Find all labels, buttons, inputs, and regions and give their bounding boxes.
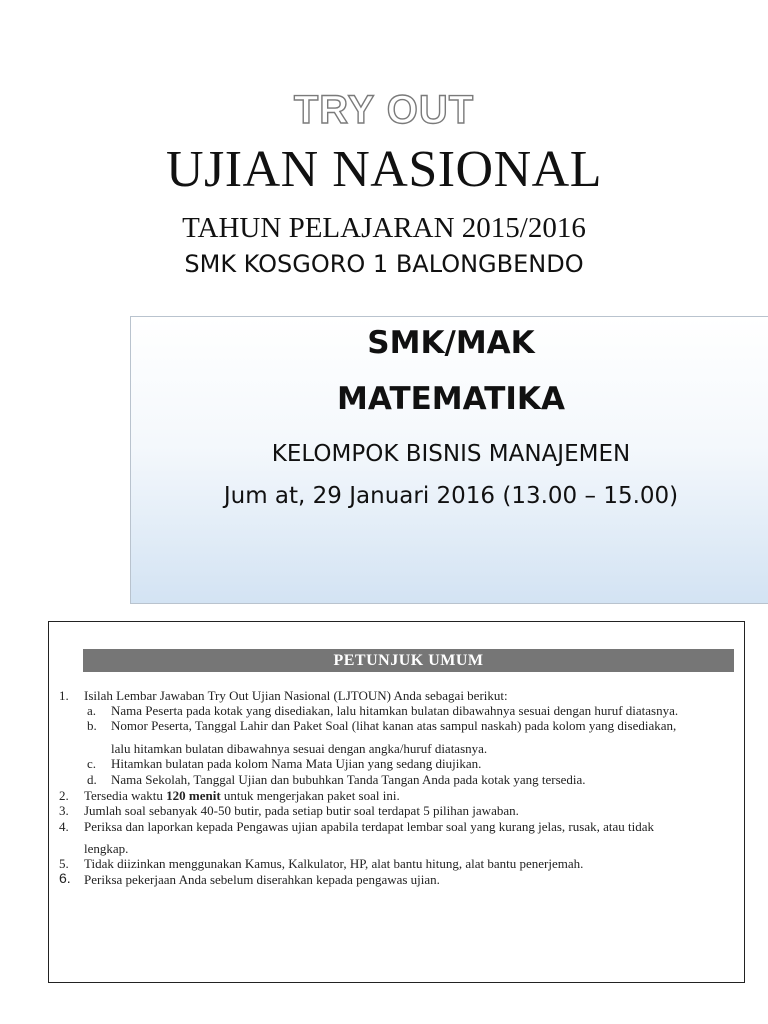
subitem-letter: c. bbox=[87, 756, 97, 771]
item-text: Jumlah soal sebanyak 40-50 butir, pada setiap butir soal terdapat 5 pilihan jawaban. bbox=[84, 803, 519, 818]
subitem-continuation: lalu hitamkan bulatan dibawahnya sesuai dengan angka/huruf diatasnya. bbox=[111, 741, 488, 756]
item-number: 2. bbox=[59, 788, 69, 803]
academic-year: TAHUN PELAJARAN 2015/2016 bbox=[182, 212, 586, 244]
item-continuation: lengkap. bbox=[84, 841, 129, 856]
subitem-text: Nama Sekolah, Tanggal Ujian dan bubuhkan Tanda Tangan Anda pada kotak yang tersedia. bbox=[111, 772, 586, 787]
subject-name: MATEMATIKA bbox=[337, 381, 565, 417]
instructions-heading: PETUNJUK UMUM bbox=[83, 649, 734, 672]
subitem-text: Nomor Peserta, Tanggal Lahir dan Paket Soal (lihat kanan atas sampul naskah) pada kolom yang disediakan, bbox=[111, 718, 677, 733]
subject-panel bbox=[130, 316, 768, 604]
tryout-title: TRY OUT bbox=[293, 88, 475, 132]
subitem-letter: d. bbox=[87, 772, 97, 787]
exam-schedule: Jum at, 29 Januari 2016 (13.00 – 15.00) bbox=[223, 483, 679, 509]
item-number: 6. bbox=[59, 870, 71, 886]
school-name: SMK KOSGORO 1 BALONGBENDO bbox=[184, 250, 584, 278]
subitem-letter: a. bbox=[87, 703, 97, 718]
subitem-text: Nama Peserta pada kotak yang disediakan, lalu hitamkan bulatan dibawahnya sesuai dengan huruf diatasnya. bbox=[111, 703, 679, 718]
item-text: Isilah Lembar Jawaban Try Out Ujian Nasional (LJTOUN) Anda sebagai berikut: bbox=[84, 688, 508, 703]
item-text-pre: Tersedia waktu bbox=[84, 788, 167, 803]
item-text bbox=[84, 788, 400, 803]
item-text: Periksa pekerjaan Anda sebelum diserahkan kepada pengawas ujian. bbox=[84, 872, 440, 887]
time-limit: 120 menit bbox=[166, 788, 221, 803]
item-text: Periksa dan laporkan kepada Pengawas ujian apabila terdapat lembar soal yang kurang jelas, rusak, atau tidak bbox=[84, 819, 654, 834]
item-text: Tidak diizinkan menggunakan Kamus, Kalkulator, HP, alat bantu hitung, alat bantu penerjemah. bbox=[84, 856, 584, 871]
item-number: 3. bbox=[59, 803, 69, 818]
instructions-panel bbox=[48, 621, 745, 983]
school-level: SMK/MAK bbox=[367, 325, 535, 361]
subject-group: KELOMPOK BISNIS MANAJEMEN bbox=[271, 441, 631, 467]
item-number: 4. bbox=[59, 819, 69, 834]
item-number: 1. bbox=[59, 688, 69, 703]
subitem-letter: b. bbox=[87, 718, 97, 733]
exam-title: UJIAN NASIONAL bbox=[166, 141, 602, 198]
item-text-post: untuk mengerjakan paket soal ini. bbox=[220, 788, 400, 803]
item-number: 5. bbox=[59, 856, 69, 871]
subitem-text: Hitamkan bulatan pada kolom Nama Mata Ujian yang sedang diujikan. bbox=[111, 756, 482, 771]
